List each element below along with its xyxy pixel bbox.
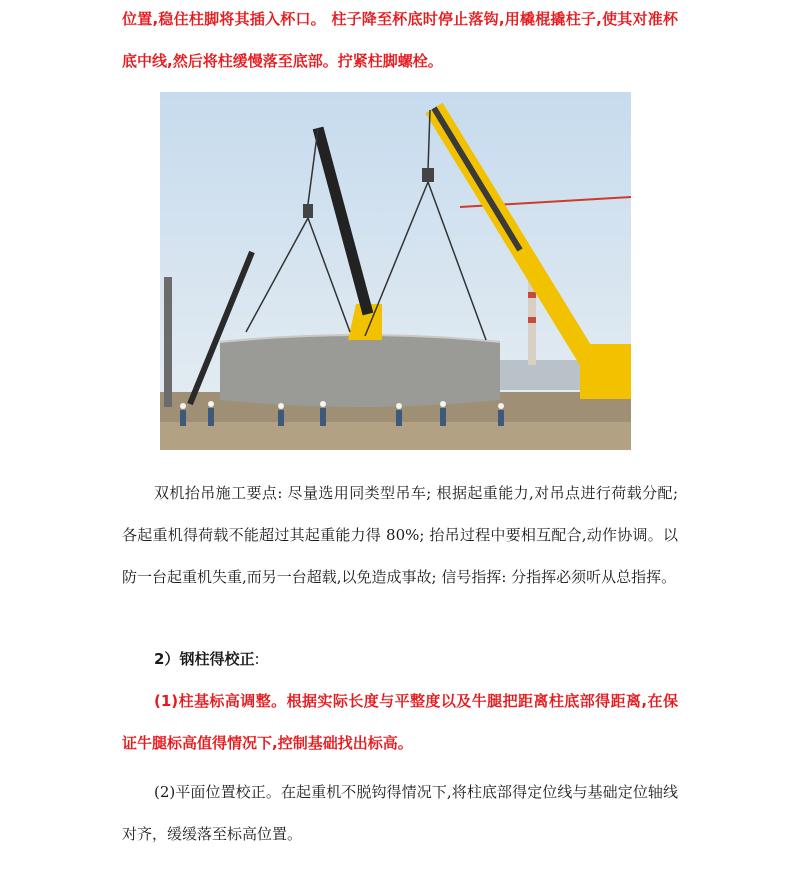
heading-text: 钢柱得校正	[179, 650, 255, 668]
section-heading	[122, 638, 678, 680]
right-crane-body	[580, 344, 631, 399]
heading-colon: :	[254, 650, 260, 668]
paragraph-plane-position: (2)平面位置校正。在起重机不脱钩得情况下,将柱底部得定位线与基础定位轴线对齐，缓缓落至标高位置。	[122, 783, 678, 843]
paragraph-column-placement: 位置,稳住柱脚将其插入杯口。 柱子降至杯底时停止落钩,用橇棍撬柱子,使其对准杯底中线,然后将柱缓慢落至底部。拧紧柱脚螺栓。	[122, 10, 678, 70]
cylindrical-tank	[220, 335, 500, 407]
right-crane-hook	[422, 168, 434, 182]
heading-number: 2）	[154, 650, 180, 668]
lattice-mast	[164, 277, 172, 407]
tandem-lift-photo	[160, 92, 631, 450]
paragraph-tandem-lift: 双机抬吊施工要点: 尽量选用同类型吊车; 根据起重能力,对吊点进行荷载分配; 各起重机得荷载不能超过其起重能力得 80%; 抬吊过程中要相互配合,动作协调。以防一台起重机失重,而另一台超载,以免造成事故; 信号指挥: 分指挥必须听从总指挥。	[122, 484, 678, 586]
paragraph-base-elevation: (1)柱基标高调整。根据实际长度与平整度以及牛腿把距离柱底部得距离,在保证牛腿标高值得情况下,控制基础找出标高。	[122, 692, 678, 752]
middle-crane-hook	[303, 204, 313, 218]
